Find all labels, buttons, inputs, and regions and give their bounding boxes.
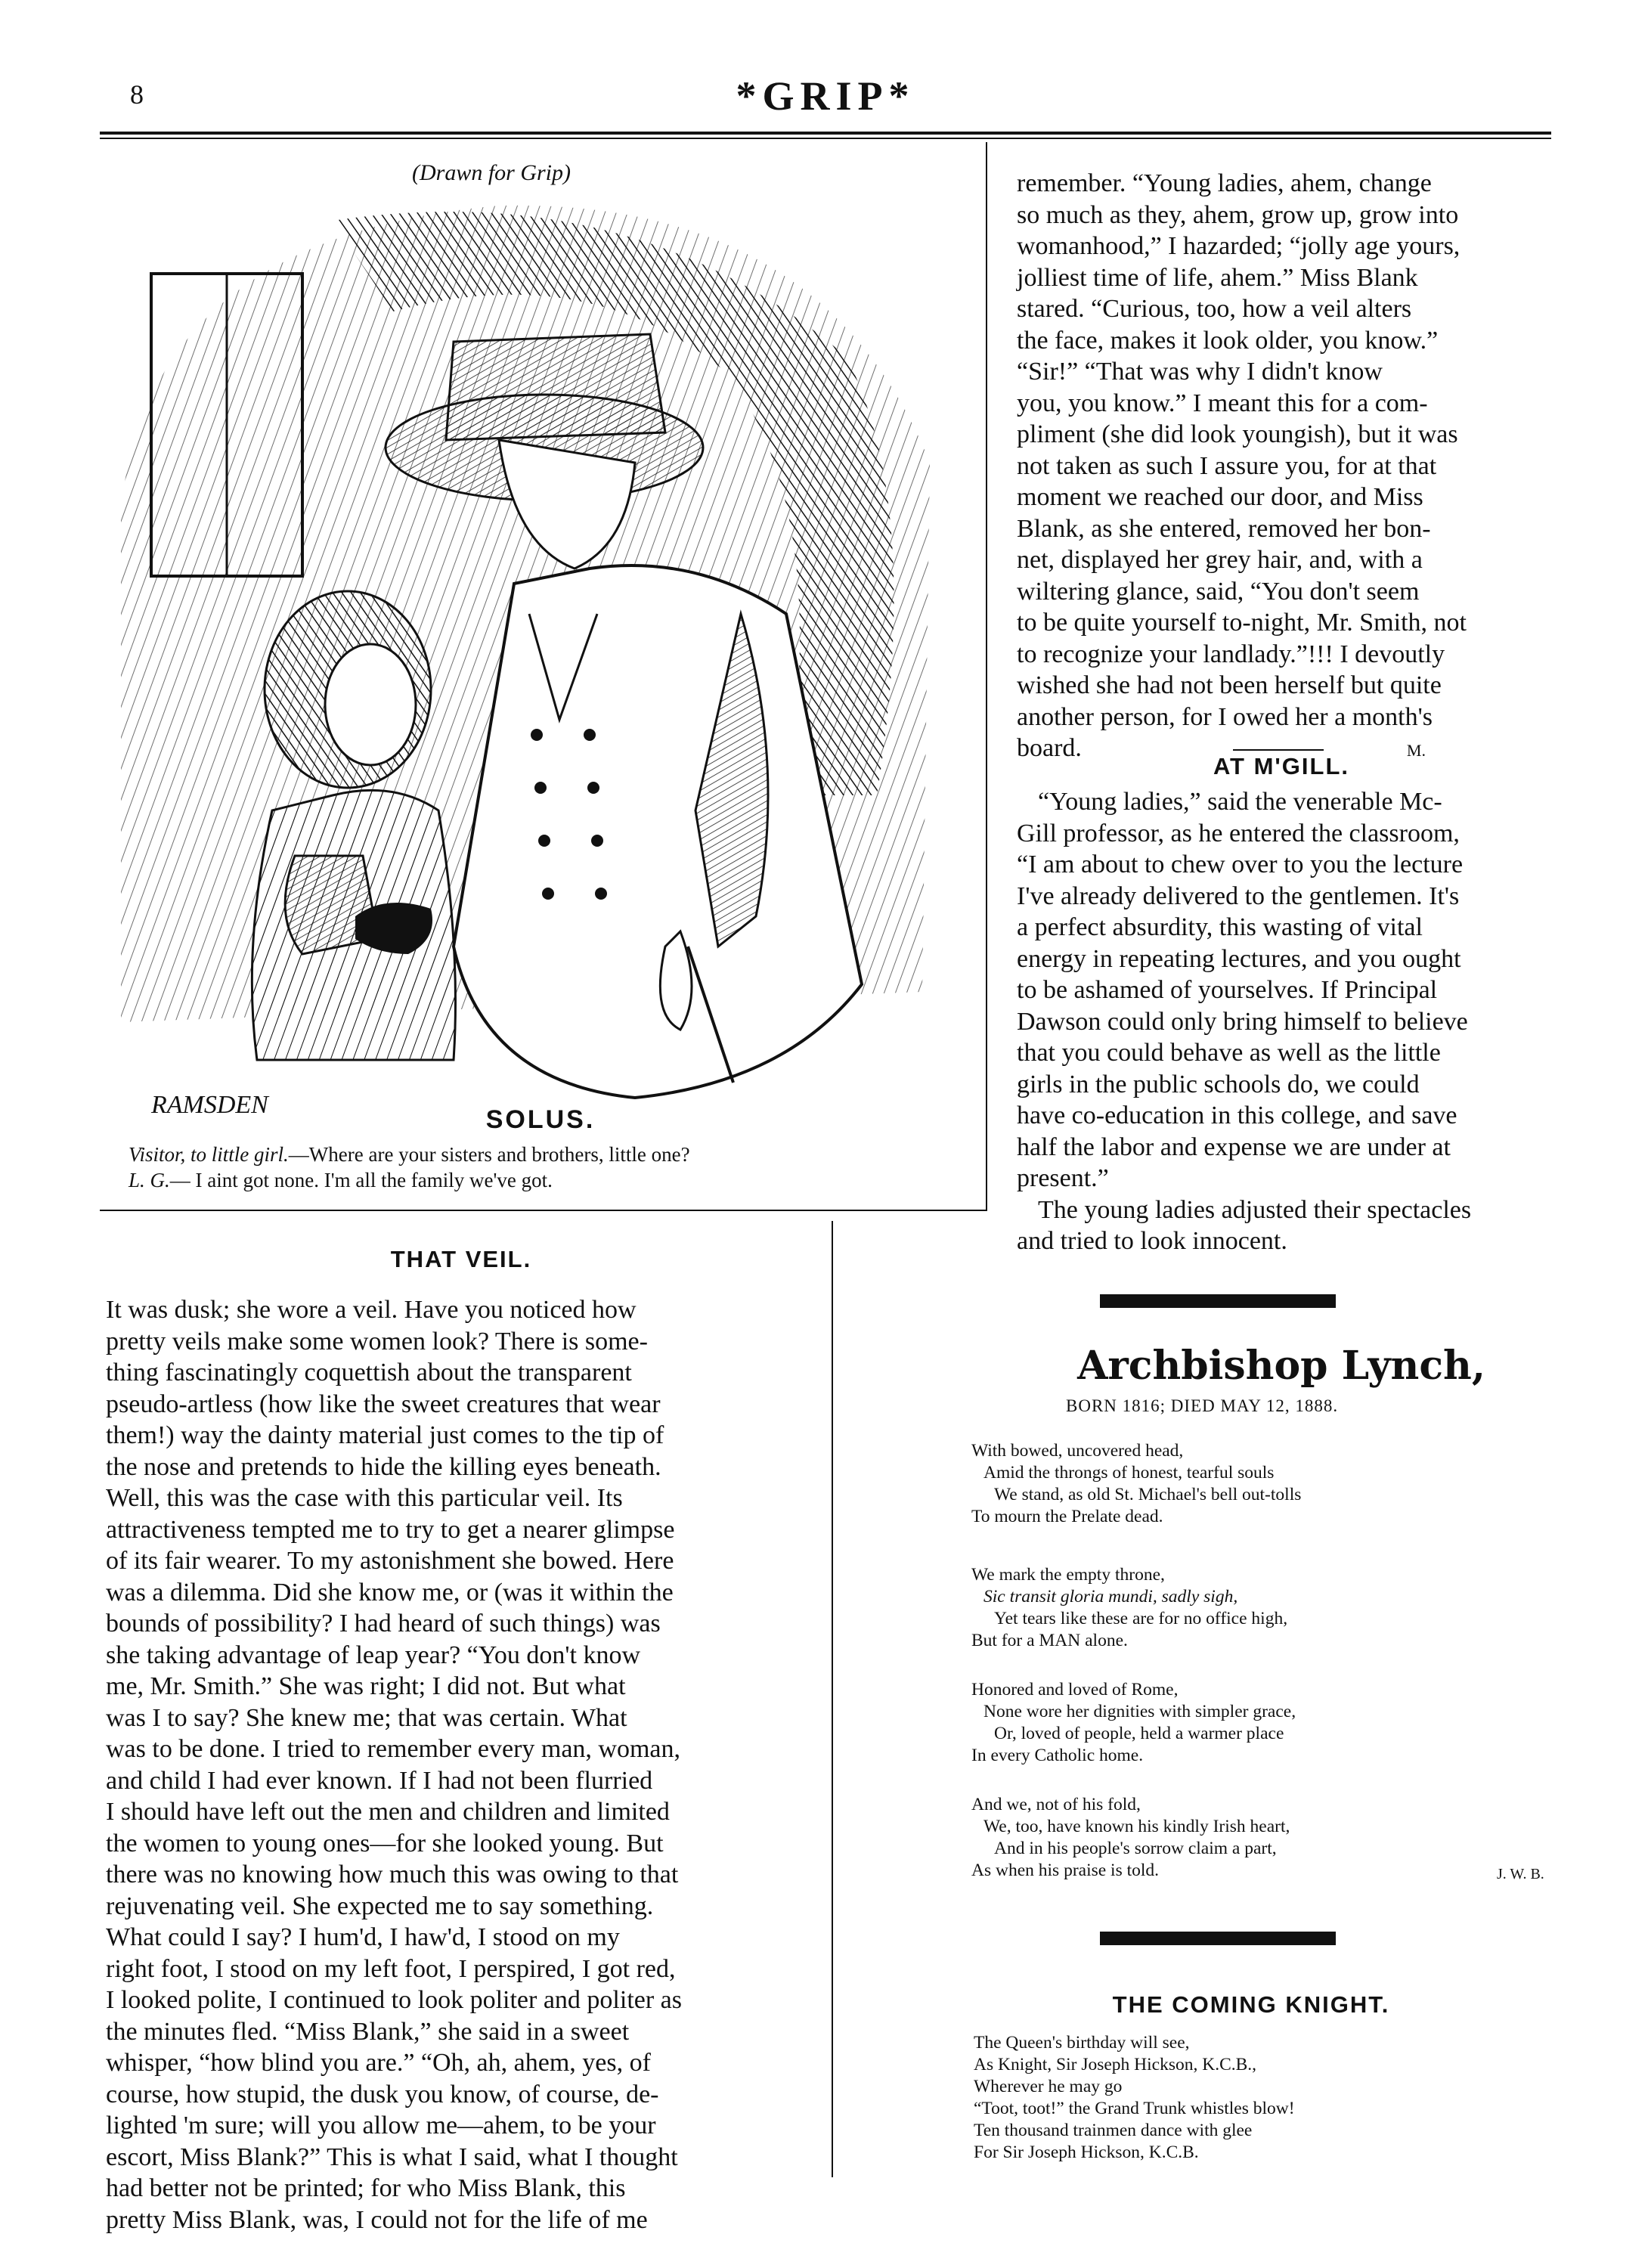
header-rule-thick <box>100 132 1551 135</box>
poem-stanza <box>971 1564 1531 1652</box>
that-veil-title: THAT VEIL. <box>390 1246 532 1272</box>
veil-cont-line: to be quite yourself to-night, Mr. Smith, not <box>1017 609 1467 637</box>
at-mcgill-body <box>1017 786 1546 1257</box>
poem-line: Amid the throngs of honest, tearful souls <box>983 1463 1275 1483</box>
that-veil-continuation <box>1017 168 1546 767</box>
poem-line: As when his praise is told. <box>971 1861 1160 1880</box>
veil-line: whisper, “how blind you are.” “Oh, ah, ahem, yes, of <box>106 2049 651 2077</box>
veil-cont-line: pliment (she did look youngish), but it was <box>1017 420 1458 448</box>
illustration-dialog-line-2 <box>129 1169 960 1192</box>
mcgill-line: present.” <box>1017 1164 1109 1192</box>
veil-cont-line: womanhood,” I hazarded; “jolly age yours, <box>1017 232 1460 260</box>
veil-line: course, how stupid, the dusk you know, of course, de- <box>106 2080 659 2108</box>
veil-cont-line: another person, for I owed her a month's <box>1017 702 1433 731</box>
veil-cont-line: stared. “Curious, too, how a veil alters <box>1017 295 1412 323</box>
archbishop-lynch-title: Archbishop Lynch, <box>1077 1343 1485 1389</box>
mcgill-line: I've already delivered to the gentlemen. It's <box>1017 881 1460 910</box>
column-divider <box>832 1221 833 2177</box>
poem-line: And in his people's sorrow claim a part, <box>994 1839 1277 1858</box>
poem-line: The Queen's birthday will see, <box>974 2033 1190 2053</box>
poem-line: “Toot, toot!” the Grand Trunk whistles blow! <box>974 2099 1295 2118</box>
section-divider-bar <box>1100 1294 1336 1308</box>
veil-line: I looked polite, I continued to look politer and politer as <box>106 1986 682 2014</box>
veil-line: there was no knowing how much this was owing to that <box>106 1861 679 1888</box>
mcgill-line: half the labor and expense we are under at <box>1017 1132 1451 1161</box>
mcgill-line: that you could behave as well as the little <box>1017 1039 1441 1067</box>
mcgill-line: a perfect absurdity, this wasting of vital <box>1017 913 1423 941</box>
veil-line: I should have left out the men and children and limited <box>106 1798 670 1826</box>
poem-line: With bowed, uncovered head, <box>971 1441 1184 1461</box>
veil-cont-line: moment we reached our door, and Miss <box>1017 483 1423 511</box>
veil-cont-line: jolliest time of life, ahem.” Miss Blank <box>1017 263 1418 292</box>
poem-line: We stand, as old St. Michael's bell out-tolls <box>994 1485 1302 1504</box>
veil-line: the minutes fled. “Miss Blank,” she said in a sweet <box>106 2017 630 2046</box>
dialog-text-2: — I aint got none. I'm all the family we've got. <box>169 1169 553 1191</box>
speaker-visitor: Visitor, to little girl. <box>129 1143 289 1166</box>
poem-line: And we, not of his fold, <box>971 1795 1141 1814</box>
poem-line: None wore her dignities with simpler grace, <box>983 1702 1296 1721</box>
veil-line: she taking advantage of leap year? “You don't know <box>106 1641 641 1669</box>
veil-cont-line: you, you know.” I meant this for a com- <box>1017 389 1428 417</box>
poem-line: Honored and loved of Rome, <box>971 1680 1179 1699</box>
veil-cont-line: the face, makes it look older, you know.” <box>1017 326 1439 355</box>
veil-cont-line: remember. “Young ladies, ahem, change <box>1017 169 1432 197</box>
veil-line: and child I had ever known. If I had not been flurried <box>106 1766 653 1795</box>
illustration-title: SOLUS. <box>485 1105 596 1134</box>
veil-line: them!) way the dainty material just comes to the tip of <box>106 1421 664 1449</box>
veil-line: It was dusk; she wore a veil. Have you noticed how <box>106 1296 637 1324</box>
veil-line: bounds of possibility? I had heard of such things) was <box>106 1610 661 1637</box>
poem-line: Or, loved of people, held a warmer place <box>994 1724 1284 1743</box>
mcgill-line: Dawson could only bring himself to believe <box>1017 1007 1468 1036</box>
poem-line: Ten thousand trainmen dance with glee <box>974 2121 1253 2140</box>
poem-line: For Sir Joseph Hickson, K.C.B. <box>974 2143 1199 2162</box>
mcgill-line: “Young ladies,” said the venerable Mc- <box>1038 788 1442 816</box>
veil-line: was to be done. I tried to remember every man, woman, <box>106 1735 681 1763</box>
mcgill-line: Gill professor, as he entered the classroom, <box>1017 819 1460 847</box>
masthead-title: *GRIP* <box>736 73 915 119</box>
veil-cont-line: wiltering glance, said, “You don't seem <box>1017 577 1420 606</box>
veil-signature: M. <box>1406 741 1426 760</box>
illustration-credit: (Drawn for Grip) <box>411 160 571 185</box>
veil-line: escort, Miss Blank?” This is what I said, what I thought <box>106 2143 678 2171</box>
veil-line: attractiveness tempted me to try to get a nearer glimpse <box>106 1515 675 1544</box>
illustration-dialog-line-1 <box>129 1143 960 1167</box>
veil-line: was a dilemma. Did she know me, or (was it within the <box>106 1578 674 1606</box>
mcgill-line: energy in repeating lectures, and you ought <box>1017 944 1461 973</box>
poem-line: In every Catholic home. <box>971 1746 1144 1765</box>
poem-line: Sic transit gloria mundi, sadly sigh, <box>983 1587 1238 1606</box>
veil-line: rejuvenating veil. She expected me to say something. <box>106 1892 654 1920</box>
that-veil-body <box>106 1294 816 2235</box>
archbishop-lynch-poem <box>971 1440 1531 1909</box>
poem-line: But for a MAN alone. <box>971 1631 1128 1650</box>
poem-line: Yet tears like these are for no office high, <box>994 1609 1288 1628</box>
page-number: 8 <box>130 79 144 110</box>
veil-cont-line: to recognize your landlady.”!!! I devoutly <box>1017 640 1445 668</box>
veil-line: me, Mr. Smith.” She was right; I did not. But what <box>106 1672 626 1700</box>
at-mcgill-title: AT M'GILL. <box>1213 753 1350 779</box>
archbishop-lynch-dates: BORN 1816; DIED MAY 12, 1888. <box>1066 1396 1339 1415</box>
illustration-border-right <box>986 142 987 1211</box>
veil-line: thing fascinatingly coquettish about the transparent <box>106 1359 632 1387</box>
coming-knight-poem <box>974 2032 1295 2164</box>
veil-line: pseudo-artless (how like the sweet creatures that wear <box>106 1390 661 1418</box>
veil-line: was I to say? She knew me; that was certain. What <box>106 1703 627 1732</box>
poem-stanza <box>971 1794 1531 1882</box>
speaker-little-girl: L. G. <box>129 1169 170 1191</box>
poem-stanza <box>971 1440 1531 1528</box>
veil-line: the nose and pretends to hide the killing eyes beneath. <box>106 1452 661 1481</box>
veil-cont-line: Blank, as she entered, removed her bon- <box>1017 514 1431 543</box>
coming-knight-title: THE COMING KNIGHT. <box>1112 1991 1390 2018</box>
header-rule-thin <box>100 138 1551 139</box>
poem-stanza <box>971 1679 1531 1767</box>
mcgill-line: have co-education in this college, and save <box>1017 1101 1457 1129</box>
mcgill-line: and tried to look innocent. <box>1017 1227 1287 1255</box>
veil-line: Well, this was the case with this particular veil. Its <box>106 1484 623 1512</box>
poem-signature: J. W. B. <box>1497 1866 1544 1882</box>
poem-line: To mourn the Prelate dead. <box>971 1507 1163 1526</box>
veil-cont-line: net, displayed her grey hair, and, with a <box>1017 546 1423 574</box>
dialog-text-1: —Where are your sisters and brothers, little one? <box>288 1143 690 1166</box>
poem-line: As Knight, Sir Joseph Hickson, K.C.B., <box>974 2055 1257 2074</box>
poem-line: We mark the empty throne, <box>971 1565 1165 1585</box>
mcgill-line: “I am about to chew over to you the lecture <box>1017 850 1464 878</box>
mcgill-line: to be ashamed of yourselves. If Principal <box>1017 976 1438 1004</box>
veil-line: pretty veils make some women look? There is some- <box>106 1327 648 1356</box>
veil-cont-line: “Sir!” “That was why I didn't know <box>1017 358 1383 386</box>
mcgill-line: The young ladies adjusted their spectacles <box>1038 1195 1472 1224</box>
poem-line: We, too, have known his kindly Irish heart, <box>983 1817 1290 1836</box>
poem-line: Wherever he may go <box>974 2077 1123 2096</box>
veil-line: of its fair wearer. To my astonishment she bowed. Here <box>106 1547 674 1575</box>
veil-cont-line: not taken as such I assure you, for at that <box>1017 451 1437 480</box>
veil-cont-line: so much as they, ahem, grow up, grow into <box>1017 200 1459 229</box>
veil-line: the women to young ones—for she looked young. But <box>106 1829 664 1857</box>
section-divider-bar <box>1100 1932 1336 1945</box>
veil-line: had better not be printed; for who Miss Blank, this <box>106 2174 626 2202</box>
veil-line: pretty Miss Blank, was, I could not for the life of me <box>106 2205 648 2234</box>
mcgill-line: girls in the public schools do, we could <box>1017 1070 1420 1098</box>
illustration-border-bottom <box>100 1210 987 1211</box>
section-rule <box>1233 749 1324 751</box>
veil-line: lighted 'm sure; will you allow me—ahem, to be your <box>106 2112 656 2139</box>
veil-line: right foot, I stood on my left foot, I perspired, I got red, <box>106 1954 676 1983</box>
veil-cont-line: wished she had not been herself but quite <box>1017 671 1442 699</box>
veil-cont-last: board. <box>1017 734 1082 762</box>
veil-line: What could I say? I hum'd, I haw'd, I stood on my <box>106 1923 620 1951</box>
engraving-illustration <box>106 191 975 1136</box>
svg-text:RAMSDEN: RAMSDEN <box>151 1091 268 1119</box>
